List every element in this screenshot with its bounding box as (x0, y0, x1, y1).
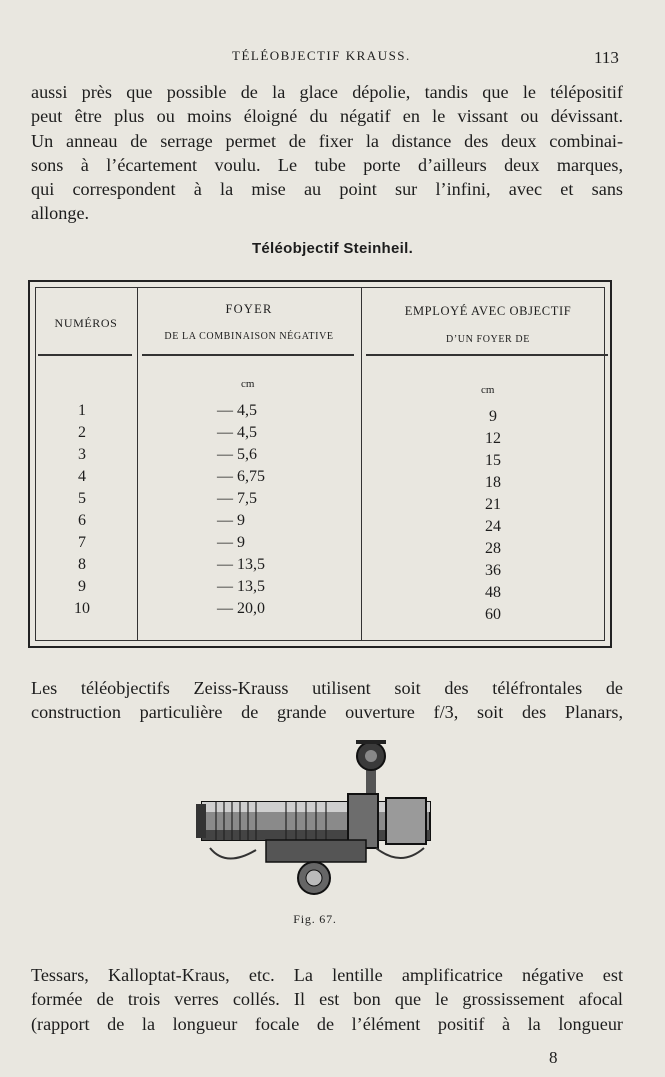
table-frame (35, 287, 605, 641)
table-cell: — 7,5 (217, 490, 257, 507)
header-foyer: FOYER (225, 302, 273, 316)
table-cell: 3 (78, 446, 86, 463)
text-line: (rapport de la longueur focale de l’élément positif à la longueur (31, 1013, 623, 1034)
table-cell: 9 (489, 408, 497, 425)
table-title: Téléobjectif Steinheil. (251, 240, 414, 257)
text-line: peut être plus ou moins éloigné du négatif en le vissant ou dévissant. (31, 106, 623, 127)
table-cell: 6 (78, 512, 86, 529)
table-cell: 10 (74, 600, 90, 617)
header-foyer-sub: DE LA COMBINAISON NÉGATIVE (164, 331, 334, 342)
table-cell: 2 (78, 424, 86, 441)
paragraph-2 (31, 676, 623, 725)
running-head: TÉLÉOBJECTIF KRAUSS. (232, 48, 411, 63)
paragraph-3 (31, 963, 623, 1036)
text-line: formée de trois verres collés. Il est bon que le grossissement afocal (31, 989, 623, 1010)
text-line: allonge. (31, 203, 90, 224)
table-cell: 36 (485, 562, 501, 579)
header-rule (366, 354, 608, 356)
text-line: construction particulière de grande ouverture f/3, soit des Planars, (31, 702, 623, 723)
table-cell: — 4,5 (217, 402, 257, 419)
text-line: aussi près que possible de la glace dépolie, tandis que le télépositif (31, 82, 623, 102)
table-cell: 15 (485, 452, 501, 469)
table-cell: 18 (485, 474, 501, 491)
table-cell: — 13,5 (217, 578, 265, 595)
table-cell: 48 (485, 584, 501, 601)
table-cell: 12 (485, 430, 501, 447)
table-cell: 1 (78, 402, 86, 419)
table-cell: 4 (78, 468, 86, 485)
table-cell: — 6,75 (217, 468, 265, 485)
unit-label: cm (241, 378, 255, 390)
text-line: sons à l’écartement voulu. Le tube porte d’ailleurs deux marques, (31, 154, 623, 175)
header-rule (142, 354, 354, 356)
table-cell: 60 (485, 606, 501, 623)
header-rule (38, 354, 132, 356)
text-line: Tessars, Kalloptat-Kraus, etc. La lentille amplificatrice négative est (31, 965, 623, 985)
page-number: 113 (594, 48, 619, 67)
table-cell: — 20,0 (217, 600, 265, 617)
table-cell: 28 (485, 540, 501, 557)
table-cell: — 13,5 (217, 556, 265, 573)
header-employe: EMPLOYÉ AVEC OBJECTIF (404, 304, 572, 318)
table-cell: — 5,6 (217, 446, 257, 463)
text-line: Un anneau de serrage permet de fixer la distance des deux combinai- (31, 130, 623, 151)
unit-label: cm (481, 384, 495, 396)
telephoto-lens-illustration (196, 738, 436, 898)
table-cell: — 9 (217, 534, 245, 551)
paragraph-1 (31, 80, 623, 226)
text-line: qui correspondent à la mise au point sur l’infini, avec et sans (31, 179, 623, 200)
text-line: Les téléobjectifs Zeiss-Krauss utilisent soit des téléfrontales de (31, 678, 623, 698)
table-cell: 9 (78, 578, 86, 595)
lens-engraving-icon (196, 738, 436, 898)
table-cell: 7 (78, 534, 86, 551)
signature-mark: 8 (549, 1048, 558, 1067)
table-cell: 5 (78, 490, 86, 507)
figure-caption: Fig. 67. (293, 912, 337, 926)
data-table (28, 280, 612, 648)
table-cell: 21 (485, 496, 501, 513)
table-cell: 8 (78, 556, 86, 573)
table-cell: — 4,5 (217, 424, 257, 441)
header-numeros: NUMÉROS (54, 316, 118, 330)
table-cell: — 9 (217, 512, 245, 529)
header-employe-sub: D’UN FOYER DE (446, 334, 530, 345)
table-cell: 24 (485, 518, 501, 535)
